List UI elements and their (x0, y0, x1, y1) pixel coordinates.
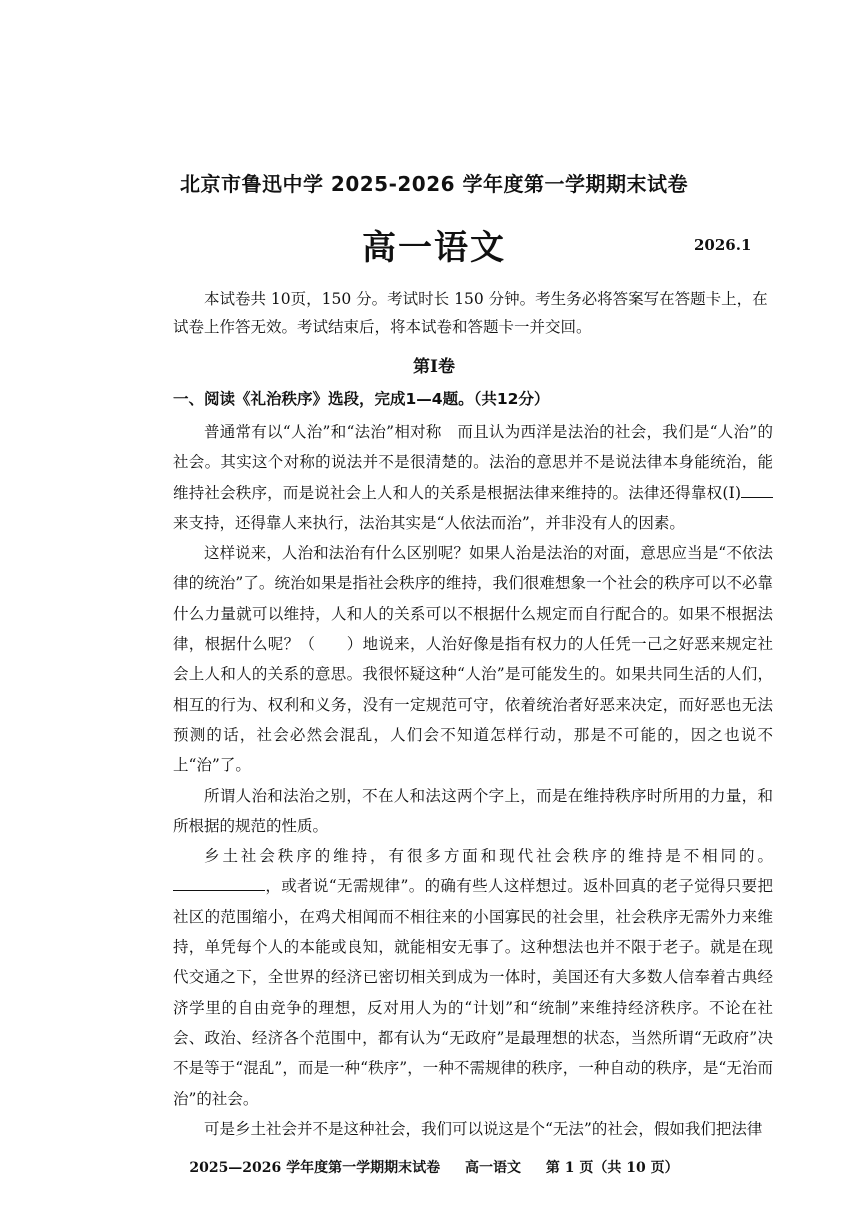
passage-text: 普通常有以“人治”和“法治”相对称 而且认为西洋是法治的社会，我们是“人治”的社会。其实这个对称的说法并不是很清楚的。法治的意思并不是说法律本身能统治，能维持社会秩序，而是说社会上人和人的关系是根据法律来维持的。法律还得靠权(Ⅰ) (173, 423, 773, 502)
answer-blank (741, 497, 773, 498)
reading-passage (173, 417, 773, 1144)
passage-text: 来支持，还得靠人来执行，法治其实是“人依法而治”，并非没有人的因素。 (173, 513, 685, 532)
footer-page-number: 第 1 页（共 10 页） (545, 1160, 679, 1176)
volume-title: 第Ⅰ卷 (413, 357, 455, 377)
passage-paragraph-5: 可是乡土社会并不是这种社会，我们可以说这是个“无法”的社会，假如我们把法律 (204, 1119, 763, 1138)
exam-date: 2026.1 (694, 236, 752, 254)
page-footer (0, 1157, 868, 1177)
exam-school-title: 北京市鲁迅中学 2025-2026 学年度第一学期期末试卷 (179, 172, 689, 196)
section-heading: 一、阅读《礼治秩序》选段，完成1—4题。（共12分） (173, 390, 550, 408)
footer-exam: 2025—2026 学年度第一学期期末试卷 (189, 1160, 441, 1176)
answer-blank (173, 890, 265, 891)
passage-paragraph-4 (173, 841, 773, 1114)
subject-title: 高一语文 (362, 228, 506, 268)
passage-text: 乡土社会秩序的维持，有很多方面和现代社会秩序的维持是不相同的。 (204, 847, 773, 866)
footer-subject: 高一语文 (465, 1160, 522, 1176)
passage-paragraph-1 (173, 417, 773, 538)
passage-paragraph-2: 这样说来，人治和法治有什么区别呢？如果人治是法治的对面，意思应当是“不依法律的统治”了。统治如果是指社会秩序的维持，我们很难想象一个社会的秩序可以不必靠什么力量就可以维持，人和人的关系可以不根据什么规定而自行配合的。如果不根据法律，根据什么呢？（ ）地说来，人治好像是指有权力的人任凭一己之好恶来规定社会上人和人的关系的意思。我很怀疑这种“人治”是可能发生的。如果共同生活的人们，相互的行为、权利和义务，没有一定规范可守，依着统治者好恶来决定，而好恶也无法预测的话，社会必然会混乱，人们会不知道怎样行动，那是不可能的，因之也说不上“治”了。 (173, 544, 773, 775)
passage-text: ，或者说“无需规律”。的确有些人这样想过。返朴回真的老子觉得只要把社区的范围缩小，在鸡犬相闻而不相往来的小国寡民的社会里，社会秩序无需外力来维持，单凭每个人的本能或良知，就能相安无事了。这种想法也并不限于老子。就是在现代交通之下，全世界的经济已密切相关到成为一体时，美国还有大多数人信奉着古典经济学里的自由竞争的理想，反对用人为的“计划”和“统制”来维持经济秩序。不论在社会、政治、经济各个范围中，都有认为“无政府”是最理想的状态，当然所谓“无政府”决不是等于“混乱”，而是一种“秩序”，一种不需规律的秩序，一种自动的秩序，是“无治而治”的社会。 (173, 877, 773, 1108)
exam-instructions: 本试卷共 10页，150 分。考试时长 150 分钟。考生务必将答案写在答题卡上，在试卷上作答无效。考试结束后，将本试卷和答题卡一并交回。 (173, 290, 768, 336)
passage-paragraph-3: 所谓人治和法治之别，不在人和法这两个字上，而是在维持秩序时所用的力量，和所根据的规范的性质。 (173, 786, 773, 835)
